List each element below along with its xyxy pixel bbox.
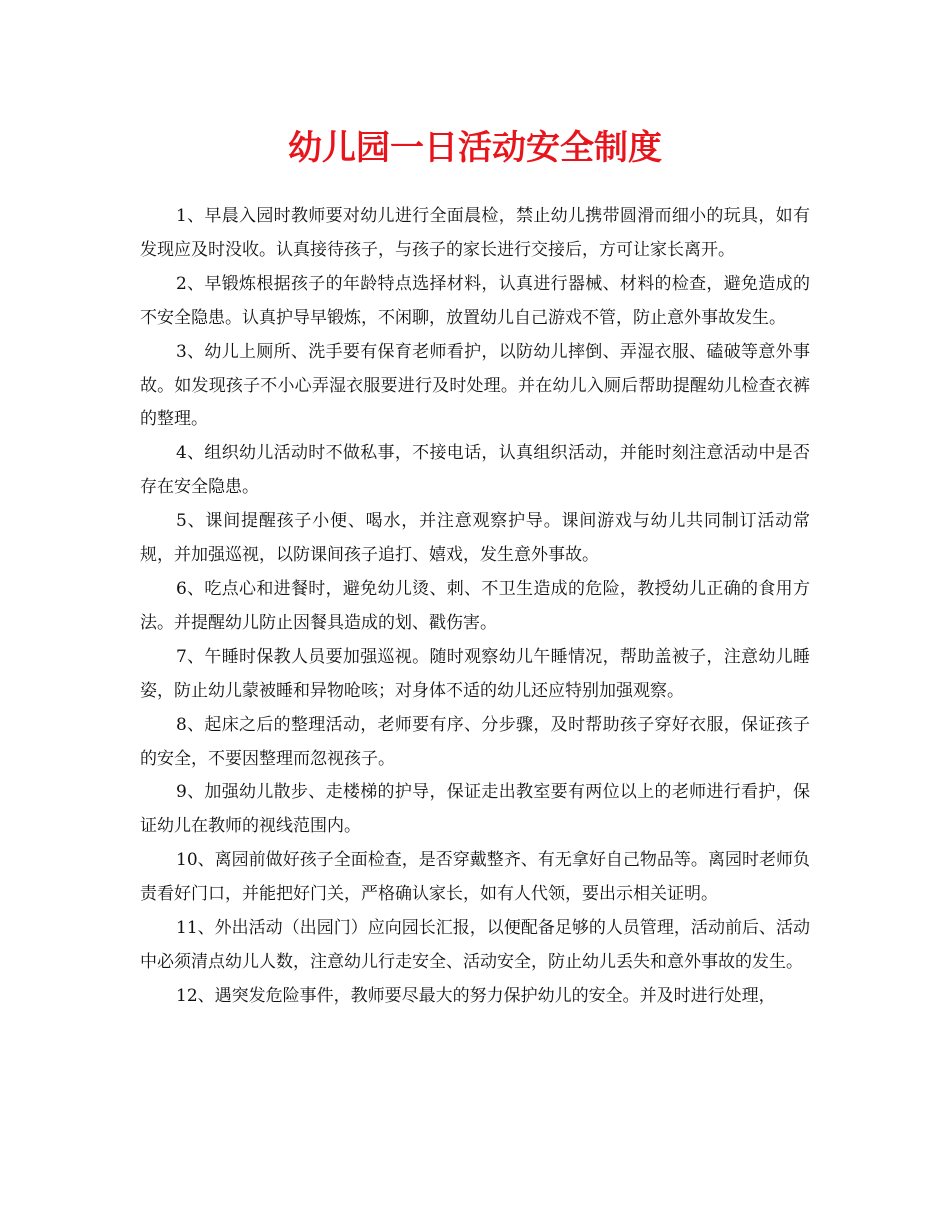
paragraph-8: 8、起床之后的整理活动，老师要有序、分步骤，及时帮助孩子穿好衣服，保证孩子的安全，不要因整理而忽视孩子。 [140,714,810,769]
paragraph-10: 10、离园前做好孩子全面检查，是否穿戴整齐、有无拿好自己物品等。离园时老师负责看好门口，并能把好门关，严格确认家长，如有人代领，要出示相关证明。 [140,850,810,905]
paragraph-3: 3、幼儿上厕所、洗手要有保育老师看护，以防幼儿摔倒、弄湿衣服、磕破等意外事故。如发现孩子不小心弄湿衣服要进行及时处理。并在幼儿入厕后帮助提醒幼儿检查衣裤的整理。 [140,341,810,430]
paragraph-1: 1、早晨入园时教师要对幼儿进行全面晨检，禁止幼儿携带圆滑而细小的玩具，如有发现应及时没收。认真接待孩子，与孩子的家长进行交接后，方可让家长离开。 [140,206,810,260]
paragraph-4: 4、组织幼儿活动时不做私事，不接电话，认真组织活动，并能时刻注意活动中是否存在安全隐患。 [140,443,810,498]
paragraph-6: 6、吃点心和进餐时，避免幼儿烫、刺、不卫生造成的危险，教授幼儿正确的食用方法。并提醒幼儿防止因餐具造成的划、戳伤害。 [140,578,810,633]
paragraph-7: 7、午睡时保教人员要加强巡视。随时观察幼儿午睡情况，帮助盖被子，注意幼儿睡姿，防止幼儿蒙被睡和异物呛咳；对身体不适的幼儿还应特别加强观察。 [140,646,810,701]
paragraph-9: 9、加强幼儿散步、走楼梯的护导，保证走出教室要有两位以上的老师进行看护，保证幼儿在教师的视线范围内。 [140,782,810,837]
paragraph-12: 12、遇突发危险事件，教师要尽最大的努力保护幼儿的安全。并及时进行处理， [176,985,776,1006]
document-title: 幼儿园一日活动安全制度 [288,128,662,168]
paragraph-5: 5、课间提醒孩子小便、喝水，并注意观察护导。课间游戏与幼儿共同制订活动常规，并加强巡视，以防课间孩子追打、嬉戏，发生意外事故。 [140,511,810,566]
paragraph-11: 11、外出活动（出园门）应向园长汇报，以便配备足够的人员管理，活动前后、活动中必须清点幼儿人数，注意幼儿行走安全、活动安全，防止幼儿丢失和意外事故的发生。 [140,918,810,972]
document-body [140,200,810,1014]
paragraph-2: 2、早锻炼根据孩子的年龄特点选择材料，认真进行器械、材料的检查，避免造成的不安全隐患。认真护导早锻炼，不闲聊，放置幼儿自己游戏不管，防止意外事故发生。 [140,273,810,328]
